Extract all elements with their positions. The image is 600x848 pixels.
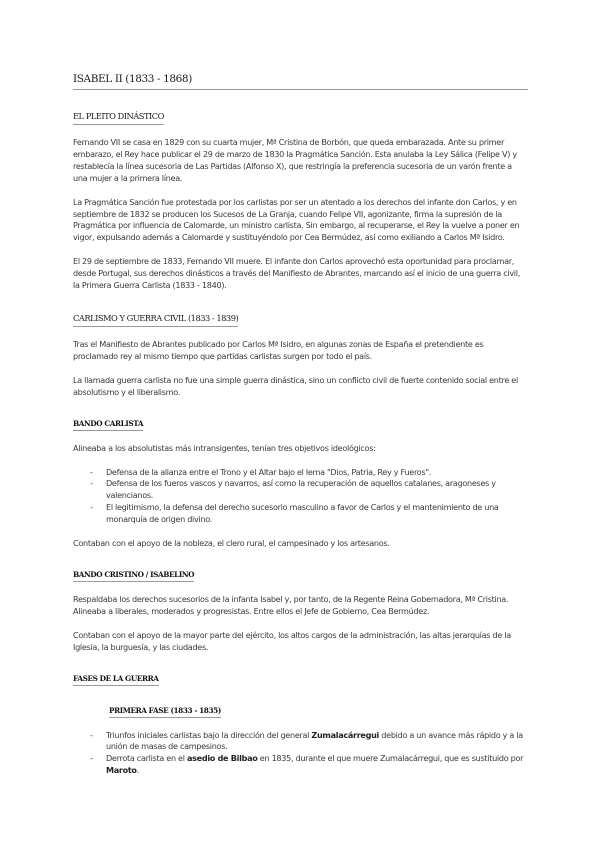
list-item-text: Defensa de los fueros vascos y navarros, así como la recuperación de aquellos catalanes, aragoneses y valencianos. [106, 478, 496, 501]
paragraph: Contaban con el apoyo de la nobleza, el clero rural, el campesinado y los artesanos. [73, 538, 390, 549]
paragraph: La Pragmática Sanción fue protestada por los carlistas por ser un atentado a los derechos del infante don Carlos, y en septiembre de 1832 se producen los Sucesos de La Granja, cuando Felipe VII, agonizante, firma la supresión de la Pragmática por influencia de Calomarde, un ministro carlista. Sin embargo, al recuperarse, el Rey la vuelve a poner en vigor, expulsando además a Calomarde y sustituyéndolo por Cea Bermúdez, así como exiliando a Carlos Mª Isidro. [73, 196, 520, 243]
bullet-list [73, 730, 528, 778]
list-item-text: . [136, 765, 139, 776]
sub-subsection-heading-primera-fase: PRIMERA FASE (1833 - 1835) [109, 706, 221, 718]
list-item [73, 753, 528, 777]
paragraph: Fernando VII se casa en 1829 con su cuarta mujer, Mª Cristina de Borbón, que queda embarazada. Ante su primer embarazo, el Rey hace publicar el 29 de marzo de 1830 la Pragmática Sanción. Esta anulaba la Ley Sálica (Felipe V) y restablecía la línea sucesoria de Las Partidas (Alfonso X), que restringía la preferencia sucesoria de un varón frente a una mujer a la primera línea. [73, 137, 517, 183]
list-item [73, 730, 528, 754]
paragraph: Respaldaba los derechos sucesorios de la infanta Isabel y, por tanto, de la Regente Reina Gobernadora, Mª Cristina. Alineaba a liberales, moderados y progresistas. Entre ellos el Jefe de Gobierno, Cea Bermúdez. [73, 593, 509, 616]
bullet-list [73, 467, 528, 527]
section-heading-pleito: EL PLEITO DINÁSTICO [73, 111, 164, 125]
paragraph: Tras el Manifiesto de Abrantes publicado por Carlos Mª Isidro, en algunas zonas de España el pretendiente es proclamado rey al mismo tiempo que partidas carlistas surgen por todo el país. [73, 338, 484, 361]
dash-marker: - [90, 478, 93, 489]
list-item [73, 478, 528, 502]
subsection-heading-bando-carlista: BANDO CARLISTA [73, 419, 143, 431]
page-title: ISABEL II (1833 - 1868) [73, 72, 528, 90]
dash-marker: - [90, 502, 93, 513]
dash-marker: - [90, 466, 93, 477]
bold-name: Maroto [106, 765, 137, 776]
section-heading-carlismo: CARLISMO Y GUERRA CIVIL (1833 - 1839) [73, 313, 238, 327]
paragraph: La llamada guerra carlista no fue una simple guerra dinástica, sino un conflicto civil de fuerte contenido social entre el absolutismo y el liberalismo. [73, 374, 518, 397]
paragraph: Contaban con el apoyo de la mayor parte del ejército, los altos cargos de la administración, las altas jerarquías de la Iglesia, la burguesía, y las ciudades. [73, 629, 511, 652]
list-item-text: Triunfos iniciales carlistas bajo la dirección del general [106, 729, 312, 740]
paragraph: Alineaba a los absolutistas más intransigentes, tenían tres objetivos ideológicos: [73, 442, 376, 453]
list-item-text: en 1835, durante el que muere Zumalacárregui, que es sustituido por [257, 753, 524, 764]
list-item-text: Derrota carlista en el [106, 753, 187, 764]
bold-term: asedio de Bilbao [186, 753, 258, 764]
list-item-text: Defensa de la alianza entre el Trono y el Altar bajo el lema "Dios, Patria, Rey y Fueros". [106, 466, 432, 477]
list-item-text: debido a un avance más rápido y a la unión de masas de campesinos. [106, 729, 523, 752]
dash-marker: - [90, 753, 93, 764]
document-content [73, 60, 528, 777]
list-item-text: El legitimismo, la defensa del derecho sucesorio masculino a favor de Carlos y el mantenimiento de una monarquía de origen divino. [106, 502, 499, 525]
list-item [73, 502, 528, 526]
subsection-heading-fases: FASES DE LA GUERRA [73, 674, 159, 686]
bold-name: Zumalacárregui [311, 729, 380, 740]
dash-marker: - [90, 729, 93, 740]
subsection-heading-bando-cristino: BANDO CRISTINO / ISABELINO [73, 570, 194, 582]
paragraph: El 29 de septiembre de 1833, Fernando VII muere. El infante don Carlos aprovechó esta oportunidad para proclamar, desde Portugal, sus derechos dinásticos a través del Manifiesto de Abrantes, marcando así el inicio de una guerra civil, la Primera Guerra Carlista (1833 - 1840). [73, 256, 520, 291]
list-item [73, 467, 528, 479]
